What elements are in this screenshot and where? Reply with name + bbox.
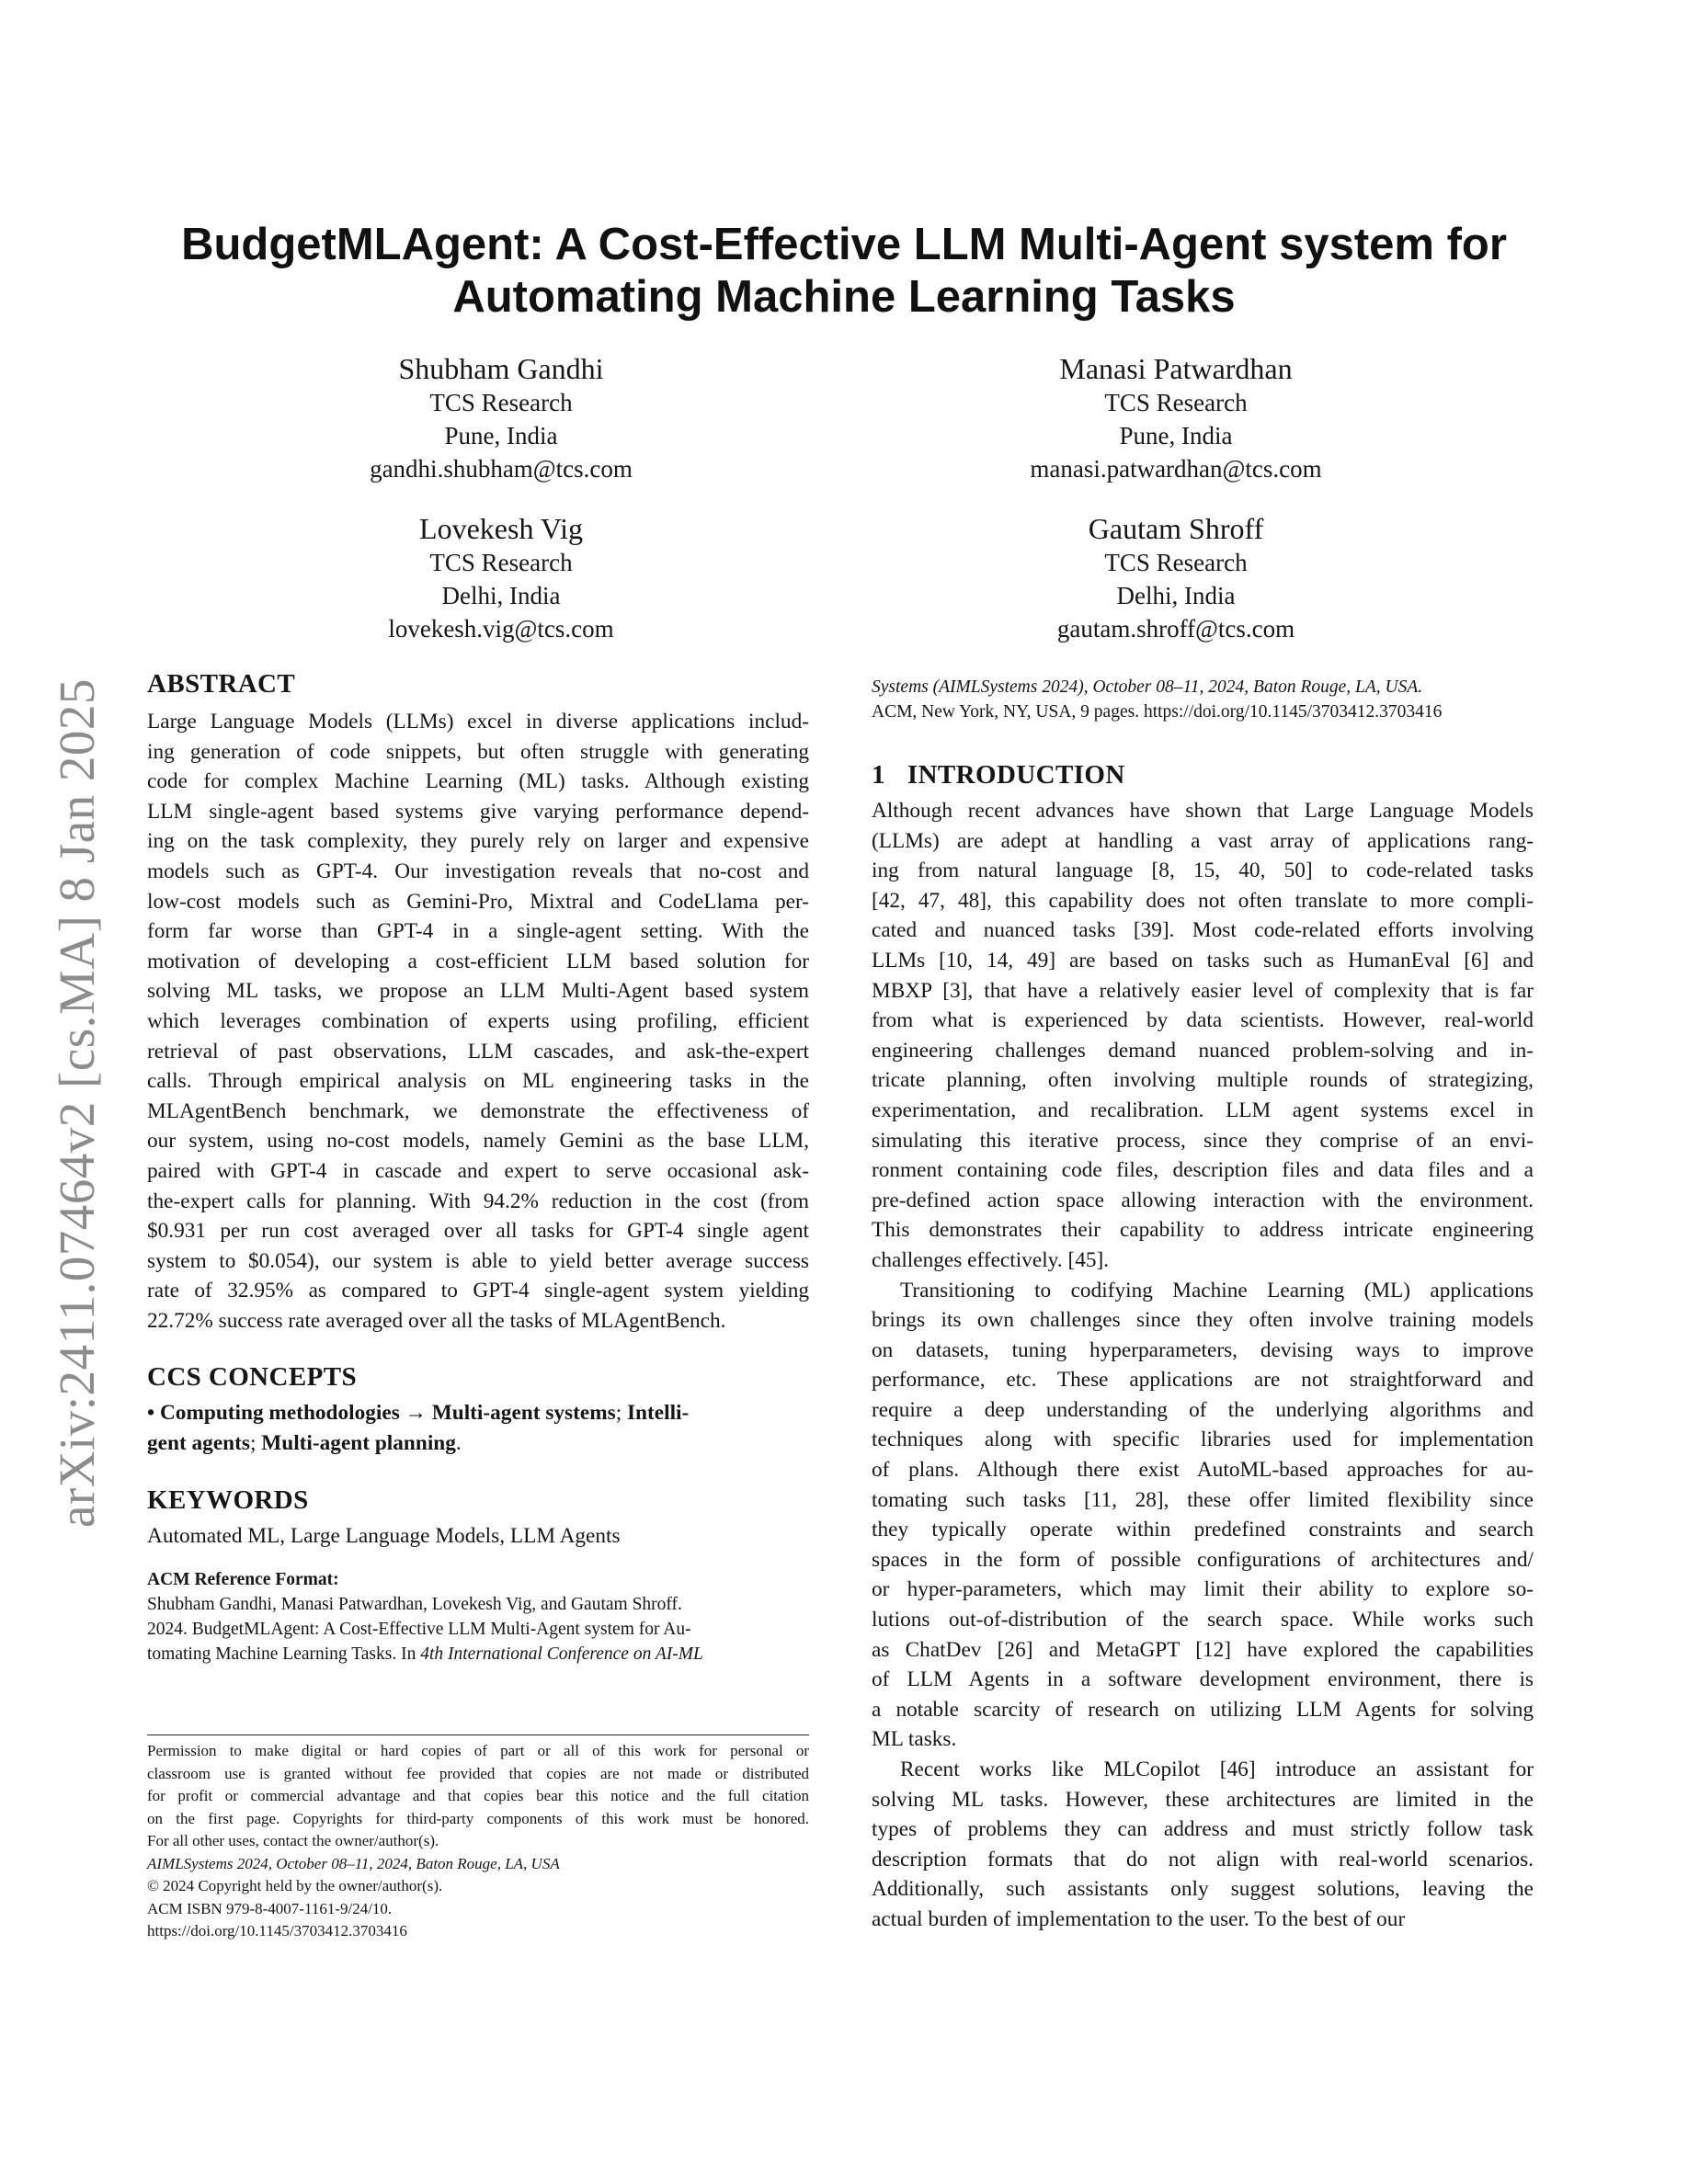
text-line: from what is experienced by data scientists. However, real-world [872,1008,1534,1033]
text-line: Permission to make digital or hard copies of part or all of this work for personal or [147,1742,809,1759]
ccs-separator: ; [615,1401,627,1426]
permission-text [147,1740,809,1853]
author-location: Pune, India [444,422,558,449]
author-location: Pune, India [1119,422,1233,449]
text-line: Large Language Models (LLMs) excel in diverse applications includ- [147,710,809,734]
text-line: ronment containing code files, description files and data files and a [872,1158,1534,1183]
text-line: MLAgentBench benchmark, we demonstrate the effectiveness of [147,1098,809,1123]
keywords-heading: KEYWORDS [147,1484,309,1515]
text-line: types of problems they can address and must strictly follow task [872,1817,1534,1842]
text-line: of plans. Although there exist AutoML-based approaches for au- [872,1458,1534,1483]
title-line-1: BudgetMLAgent: A Cost-Effective LLM Multi-Agent system for [181,220,1507,269]
author-block [900,351,1452,485]
author-affiliation: TCS Research [429,389,573,416]
text-line: Transitioning to codifying Machine Learning (ML) applications [900,1278,1534,1302]
arxiv-identifier-stamp: arXiv:2411.07464v2 [cs.MA] 8 Jan 2025 [49,678,105,1528]
text-line: Recent works like MLCopilot [46] introduce an assistant for [900,1757,1534,1781]
text-line: or hyper-parameters, which may limit their ability to explore so- [872,1577,1534,1602]
text-line: (LLMs) are adept at handling a vast array of applications rang- [872,828,1534,853]
author-block [225,511,777,645]
text-line: paired with GPT-4 in cascade and expert to serve occasional ask- [147,1158,809,1183]
right-column [872,675,1534,1935]
text-line: LLMs [10, 14, 49] are based on tasks such as HumanEval [6] and [872,948,1534,973]
section-title: INTRODUCTION [907,760,1125,790]
text-line: experimentation, and recalibration. LLM agent systems excel in [872,1098,1534,1122]
author-name: Lovekesh Vig [419,512,583,545]
text-line: 22.72% success rate averaged over all the tasks of MLAgentBench. [147,1308,726,1333]
author-block [225,351,777,485]
text-line: low-cost models such as Gemini-Pro, Mixtral and CodeLlama per- [147,889,809,914]
abstract-heading: ABSTRACT [147,669,296,699]
text-line: retrieval of past observations, LLM cascades, and ask-the-expert [147,1039,809,1064]
text-line: tricate planning, often involving multiple rounds of strategizing, [872,1068,1534,1093]
ccs-concepts [147,1398,809,1458]
text-line: ing on the task complexity, they purely rely on larger and expensive [147,829,809,854]
text-line: Although recent advances have shown that Large Language Models [872,799,1534,823]
text-line: which leverages combination of experts using profiling, efficient [147,1008,809,1033]
acm-reference-line: Systems (AIMLSystems 2024), October 08–11, 2024, Baton Rouge, LA, USA. [872,677,1423,697]
text-line: Additionally, such assistants only suggest solutions, leaving the [872,1877,1534,1902]
ccs-term: Multi-agent planning [261,1431,456,1456]
text-line: brings its own challenges since they often involve training models [872,1308,1534,1333]
text-line: ing from natural language [8, 15, 40, 50] to code-related tasks [872,859,1534,883]
text-line: solving ML tasks. However, these architectures are limited in the [872,1787,1534,1812]
text-line: ing generation of code snippets, but often struggle with generating [147,739,809,764]
intro-paragraph-3 [872,1755,1534,1935]
permission-copyright: © 2024 Copyright held by the owner/author(s). [147,1877,443,1894]
author-email: gandhi.shubham@tcs.com [370,455,633,483]
author-name: Gautam Shroff [1088,512,1264,545]
acm-reference-venue: 4th International Conference on AI-ML [420,1644,703,1665]
acm-reference-heading: ACM Reference Format: [147,1570,339,1590]
text-line: cated and nuanced tasks [39]. Most code-related efforts involving [872,918,1534,943]
left-column [147,668,809,1666]
author-email: gautam.shroff@tcs.com [1056,615,1295,643]
author-location: Delhi, India [1116,582,1236,609]
author-name: Manasi Patwardhan [1059,352,1293,385]
text-line: simulating this iterative process, since they comprise of an envi- [872,1128,1534,1153]
ccs-arrow: → [399,1401,432,1426]
text-line: code for complex Machine Learning (ML) tasks. Although existing [147,769,809,794]
text-line: description formats that do not align with real-world scenarios. [872,1847,1534,1871]
ccs-term: gent agents [147,1431,250,1456]
keywords-text: Automated ML, Large Language Models, LLM Agents [147,1523,621,1548]
acm-reference-line [147,1642,809,1666]
permission-venue: AIMLSystems 2024, October 08–11, 2024, Baton Rouge, LA, USA [147,1854,560,1872]
ccs-term: Multi-agent systems [431,1401,616,1426]
text-line: performance, etc. These applications are not straightforward and [872,1368,1534,1393]
author-affiliation: TCS Research [429,549,573,576]
author-location: Delhi, India [441,582,561,609]
permission-doi: https://doi.org/10.1145/3703412.3703416 [147,1922,407,1939]
text-line: LLM single-agent based systems give varying performance depend- [147,799,809,824]
text-line: calls. Through empirical analysis on ML engineering tasks in the [147,1069,809,1094]
text-line: This demonstrates their capability to address intricate engineering [872,1218,1534,1243]
ccs-term: • Computing methodologies [147,1401,400,1426]
section-number: 1 [872,760,885,790]
text-line: For all other uses, contact the owner/author(s). [147,1832,439,1849]
introduction-heading [872,759,1534,791]
intro-paragraph-2 [872,1276,1534,1756]
author-name: Shubham Gandhi [398,352,604,385]
author-block [900,511,1452,645]
ccs-term: Intelli- [626,1401,690,1426]
acm-reference [147,1567,809,1666]
text-line: a notable scarcity of research on utilizing LLM Agents for solving [872,1697,1534,1722]
text-line: for profit or commercial advantage and that copies bear this notice and the full citation [147,1787,809,1804]
text-line: they typically operate within predefined constraints and search [872,1518,1534,1542]
text-line: system to $0.054), our system is able to yield better average success [147,1248,809,1273]
ccs-separator: ; [249,1431,262,1456]
text-line: pre-defined action space allowing interaction with the environment. [872,1188,1534,1212]
text-line: the-expert calls for planning. With 94.2% reduction in the cost (from [147,1189,809,1213]
text-line: classroom use is granted without fee provided that copies are not made or distributed [147,1764,809,1782]
text-line: as ChatDev [26] and MetaGPT [12] have explored the capabilities [872,1637,1534,1662]
text-line: of LLM Agents in a software development environment, there is [872,1667,1534,1692]
text-line: spaces in the form of possible configurations of architectures and/ [872,1547,1534,1572]
text-line: actual burden of implementation to the user. To the best of our [872,1906,1406,1931]
text-line: [42, 47, 48], this capability does not often translate to more compli- [872,888,1534,913]
text-line: MBXP [3], that have a relatively easier level of complexity that is far [872,978,1534,1003]
abstract-body [147,707,809,1336]
permission-isbn: ACM ISBN 979-8-4007-1161-9/24/10. [147,1899,393,1917]
text-line: on the first page. Copyrights for third-party components of this work must be honored. [147,1809,809,1827]
ccs-separator: . [455,1431,462,1456]
acm-reference-line: Shubham Gandhi, Manasi Patwardhan, Lovekesh Vig, and Gautam Shroff. [147,1595,682,1615]
text-line: models such as GPT-4. Our investigation reveals that no-cost and [147,859,809,883]
text-line: techniques along with specific libraries used for implementation [872,1428,1534,1452]
text-line: motivation of developing a cost-efficient LLM based solution for [147,949,809,973]
text-line: ML tasks. [872,1727,957,1752]
acm-reference-text: tomating Machine Learning Tasks. In [147,1644,421,1665]
acm-reference-line: ACM, New York, NY, USA, 9 pages. https://doi.org/10.1145/3703412.3703416 [872,702,1443,722]
author-affiliation: TCS Research [1104,389,1248,416]
text-line: tomating such tasks [11, 28], these offer limited flexibility since [872,1487,1534,1512]
text-line: lutions out-of-distribution of the search space. While works such [872,1608,1534,1632]
acm-reference-line: 2024. BudgetMLAgent: A Cost-Effective LLM Multi-Agent system for Au- [147,1620,691,1640]
text-line: $0.931 per run cost averaged over all tasks for GPT-4 single agent [147,1219,809,1244]
text-line: require a deep understanding of the underlying algorithms and [872,1397,1534,1422]
text-line: on datasets, tuning hyperparameters, devising ways to improve [872,1337,1534,1362]
text-line: challenges effectively. [45]. [872,1247,1110,1272]
text-line: form far worse than GPT-4 in a single-agent setting. With the [147,919,809,944]
text-line: engineering challenges demand nuanced problem-solving and in- [872,1038,1534,1063]
text-line: solving ML tasks, we propose an LLM Multi-Agent based system [147,979,809,1004]
intro-paragraph-1 [872,796,1534,1276]
author-affiliation: TCS Research [1104,549,1248,576]
text-line: rate of 32.95% as compared to GPT-4 single-agent system yielding [147,1279,809,1303]
title-line-2: Automating Machine Learning Tasks [452,272,1236,322]
ccs-heading: CCS CONCEPTS [147,1362,357,1393]
author-email: lovekesh.vig@tcs.com [388,615,614,643]
paper-title [138,219,1550,324]
permission-notice [147,1740,809,1943]
acm-reference-continued [872,675,1534,724]
text-line: our system, using no-cost models, namely Gemini as the base LLM, [147,1129,809,1154]
author-email: manasi.patwardhan@tcs.com [1030,455,1322,483]
